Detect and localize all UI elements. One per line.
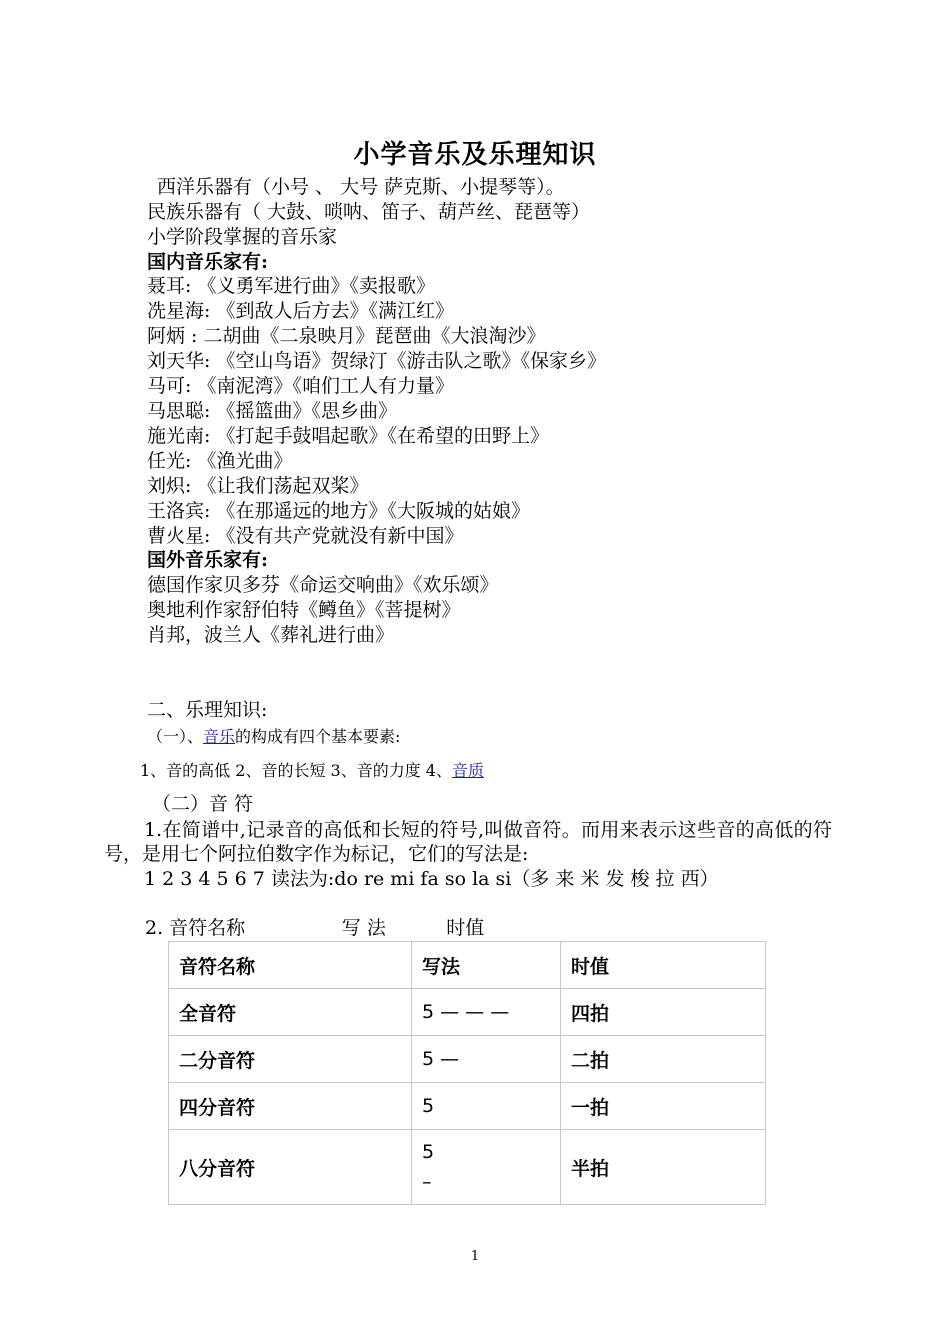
- note-name-cell: 全音符: [169, 989, 412, 1036]
- musician-line: 马思聪: 《摇篮曲》《思乡曲》: [147, 400, 397, 422]
- table-row: [169, 1130, 766, 1205]
- duration-cell: 四拍: [561, 989, 766, 1036]
- musician-line: 聂耳: 《义勇军进行曲》《卖报歌》: [147, 275, 435, 297]
- four-elements-intro: [147, 724, 400, 749]
- header-cell: 时值: [561, 942, 766, 989]
- page-number: 1: [470, 1249, 480, 1264]
- four-elements-list: [140, 758, 484, 783]
- notation-cell: 5 — — —: [412, 989, 561, 1036]
- header-cell: 音符名称: [169, 942, 412, 989]
- notation-digit: 5: [422, 1141, 435, 1163]
- musician-line: 阿炳 : 二胡曲《二泉映月》琵琶曲《大浪淘沙》: [147, 325, 546, 347]
- note-name-cell: 八分音符: [169, 1130, 412, 1205]
- primary-musicians-heading: 小学阶段掌握的音乐家: [147, 226, 338, 248]
- musician-line: 德国作家贝多芬《命运交响曲》《欢乐颂》: [147, 574, 499, 596]
- prefix-text: （一）、: [147, 727, 204, 746]
- page-title: 小学音乐及乐理知识: [353, 140, 597, 170]
- note-name-cell: 四分音符: [169, 1083, 412, 1130]
- ethnic-instruments: 民族乐器有（ 大鼓、唢呐、笛子、葫芦丝、琵琶等）: [147, 201, 591, 223]
- notation-cell: 5 —: [412, 1036, 561, 1083]
- table-row: [169, 1083, 766, 1130]
- notation-paragraph: 1 2 3 4 5 6 7 读法为:do re mi fa so la si（多 来 米 发 梭 拉 西）: [144, 868, 719, 890]
- table-row: [169, 989, 766, 1036]
- musician-line: 冼星海: 《到敌人后方去》《满江红》: [147, 300, 454, 322]
- notation-cell: [412, 1130, 561, 1205]
- underline-mark: –: [422, 1171, 432, 1193]
- notes-heading: （二）音 符: [152, 793, 254, 815]
- domestic-heading: 国内音乐家有:: [147, 251, 269, 273]
- header-cell: 写法: [412, 942, 561, 989]
- duration-cell: 二拍: [561, 1036, 766, 1083]
- musician-line: 刘炽: 《让我们荡起双桨》: [147, 475, 369, 497]
- table-caption: 2. 音符名称 写 法 时值: [145, 917, 485, 939]
- musician-line: 刘天华: 《空山鸟语》贺绿汀《游击队之歌》《保家乡》: [147, 350, 606, 372]
- theory-heading: 二、乐理知识:: [147, 699, 268, 721]
- table-row: [169, 1036, 766, 1083]
- foreign-heading: 国外音乐家有:: [147, 549, 269, 571]
- note-name-cell: 二分音符: [169, 1036, 412, 1083]
- notes-paragraph: 1.在简谱中,记录音的高低和长短的符号,叫做音符。而用来表示这些音的高低的符号，是用七个阿拉伯数字作为标记，它们的写法是:: [104, 819, 832, 865]
- timbre-link[interactable]: 音质: [451, 761, 484, 780]
- western-instruments: 西洋乐器有（小号 、 大号 萨克斯、小提琴等）。: [157, 176, 565, 198]
- musician-line: 曹火星: 《没有共产党就没有新中国》: [147, 525, 464, 547]
- musician-line: 任光: 《渔光曲》: [147, 450, 293, 472]
- note-values-table: [168, 941, 766, 1205]
- musician-line: 马可: 《南泥湾》《咱们工人有力量》: [147, 375, 454, 397]
- musician-line: 奥地利作家舒伯特《鳟鱼》《菩提树》: [147, 599, 461, 621]
- duration-cell: 半拍: [561, 1130, 766, 1205]
- musician-line: 肖邦，波兰人《葬礼进行曲》: [147, 624, 395, 646]
- notation-cell: 5: [412, 1083, 561, 1130]
- musician-line: 王洛宾: 《在那遥远的地方》《大阪城的姑娘》: [147, 500, 530, 522]
- table-header-row: [169, 942, 766, 989]
- elements-text: 1、音的高低 2、音的长短 3、音的力度 4、: [140, 761, 452, 780]
- suffix-text: 的构成有四个基本要素:: [235, 727, 401, 746]
- music-link[interactable]: 音乐: [203, 727, 236, 746]
- duration-cell: 一拍: [561, 1083, 766, 1130]
- musician-line: 施光南: 《打起手鼓唱起歌》《在希望的田野上》: [147, 425, 549, 447]
